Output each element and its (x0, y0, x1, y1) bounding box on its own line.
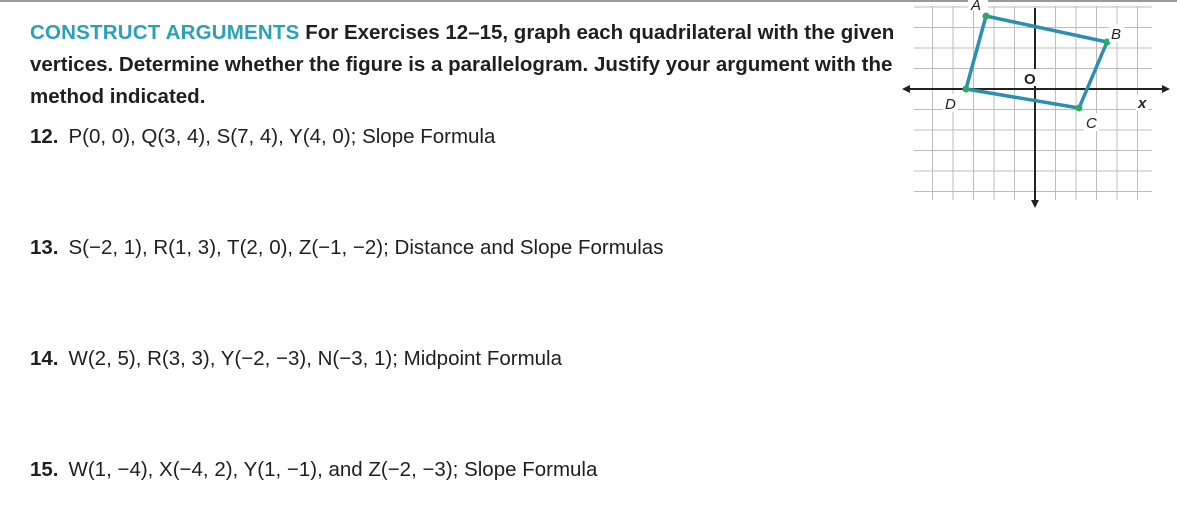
exercise-13 (30, 234, 663, 262)
exercise-15 (30, 456, 597, 484)
vertex-d-label: D (945, 96, 956, 113)
instructions-text: For Exercises 12–15, graph each quadrilateral with the given vertices. Determine whether the figure is a parallelogram. Justify your argument with the method indicated. (30, 21, 895, 108)
exercise-number: 13. (30, 236, 59, 259)
y-axis-down-arrow (1031, 200, 1039, 208)
graph-svg (902, 0, 1172, 210)
exercise-method: Distance and Slope Formulas (394, 236, 664, 259)
vertex-c-point (1076, 105, 1083, 112)
exercise-number: 15. (30, 458, 59, 481)
exercise-14 (30, 345, 562, 373)
exercise-points: P(0, 0), Q(3, 4), S(7, 4), Y(4, 0); (68, 125, 357, 148)
vertex-c-label: C (1086, 115, 1097, 132)
exercise-method: Slope Formula (362, 125, 496, 148)
origin-label: O (1024, 71, 1036, 88)
exercise-12 (30, 123, 495, 151)
vertex-a-label: A (971, 0, 982, 14)
section-heading: CONSTRUCT ARGUMENTS (30, 21, 300, 44)
exercise-number: 12. (30, 125, 59, 148)
x-axis-left-arrow (902, 85, 910, 93)
instructions (30, 17, 900, 113)
vertex-d-point (963, 86, 970, 93)
x-axis-right-arrow (1162, 85, 1170, 93)
quadrilateral-abcd (966, 16, 1107, 108)
exercise-points: W(2, 5), R(3, 3), Y(−2, −3), N(−3, 1); (68, 347, 398, 370)
x-axis-label: x (1138, 95, 1147, 112)
coordinate-graph (902, 0, 1172, 210)
exercise-method: Midpoint Formula (403, 347, 563, 370)
vertex-a-point (983, 13, 990, 20)
exercise-points: W(1, −4), X(−4, 2), Y(1, −1), and Z(−2, −3); (68, 458, 459, 481)
exercise-method: Slope Formula (464, 458, 598, 481)
exercise-number: 14. (30, 347, 59, 370)
axes (902, 8, 1170, 208)
exercise-points: S(−2, 1), R(1, 3), T(2, 0), Z(−1, −2); (68, 236, 389, 259)
vertex-b-label: B (1111, 26, 1122, 43)
